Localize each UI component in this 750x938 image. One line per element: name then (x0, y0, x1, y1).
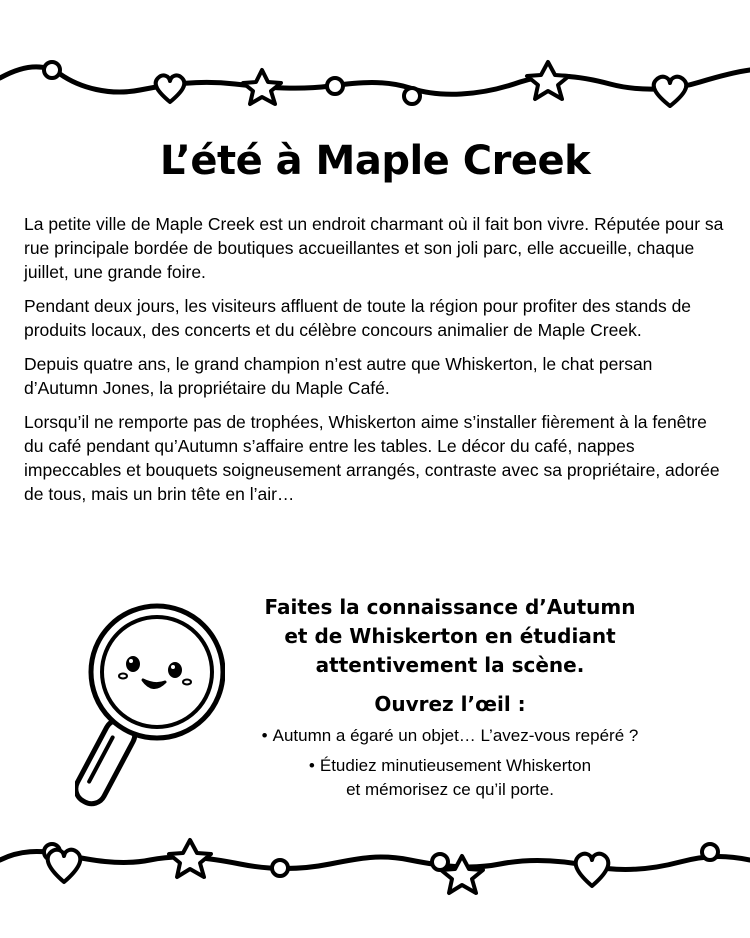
circle-icon (432, 854, 448, 870)
tip-text: et mémorisez ce qu’il porte. (346, 780, 554, 799)
page-title: L’été à Maple Creek (159, 138, 591, 184)
circle-icon (327, 78, 343, 94)
callout-heading (205, 593, 695, 680)
tip-text: Autumn a égaré un objet… L’avez-vous repéré ? (272, 726, 639, 745)
heart-icon (156, 75, 185, 102)
callout-subheading: Ouvrez l’œil : (374, 692, 526, 716)
bullet: • (308, 756, 315, 775)
circle-icon (702, 844, 718, 860)
heart-icon (654, 77, 687, 106)
star-icon (169, 840, 211, 877)
tips-list (205, 724, 695, 802)
callout-heading-line: et de Whiskerton en étudiant (284, 624, 616, 648)
activity-callout (205, 593, 695, 808)
tip-text: Étudiez minutieusement Whiskerton (319, 756, 592, 775)
tip-line (205, 754, 695, 778)
smiling-magnifying-glass-icon (75, 600, 225, 820)
story-text (24, 212, 726, 516)
paragraph: Pendant deux jours, les visiteurs affluent de toute la région pour profiter des stands de produits locaux, des concerts et du célèbre concours animalier de Maple Creek. (24, 296, 692, 340)
paragraph: Lorsqu’il ne remporte pas de trophées, Whiskerton aime s’installer fièrement à la fenêtre du café pendant qu’Autumn s’affaire entre les tables. Le décor du café, nappes impeccables et bouquets soigneusement arrangés, contraste avec sa propriétaire, adorée de tous, mais un brin tête en l’air… (24, 412, 720, 504)
star-icon (527, 62, 569, 99)
heart-icon (48, 850, 81, 882)
callout-heading-line: attentivement la scène. (315, 653, 585, 677)
bullet: • (261, 726, 268, 745)
top-decorative-border (0, 50, 750, 125)
circle-icon (44, 62, 60, 78)
list-item (205, 754, 695, 802)
bottom-decorative-border (0, 820, 750, 910)
heart-icon (576, 854, 609, 886)
circle-icon (272, 860, 288, 876)
star-icon (243, 70, 281, 104)
list-item (205, 724, 695, 748)
paragraph: Depuis quatre ans, le grand champion n’est autre que Whiskerton, le chat persan d’Autumn Jones, la propriétaire du Maple Café. (24, 354, 653, 398)
paragraph: La petite ville de Maple Creek est un endroit charmant où il fait bon vivre. Réputée pour sa rue principale bordée de boutiques accueillantes et son joli parc, elle accueille, chaque juillet, une grande foire. (24, 214, 724, 282)
circle-icon (404, 88, 420, 104)
callout-heading-line: Faites la connaissance d’Autumn (264, 595, 636, 619)
